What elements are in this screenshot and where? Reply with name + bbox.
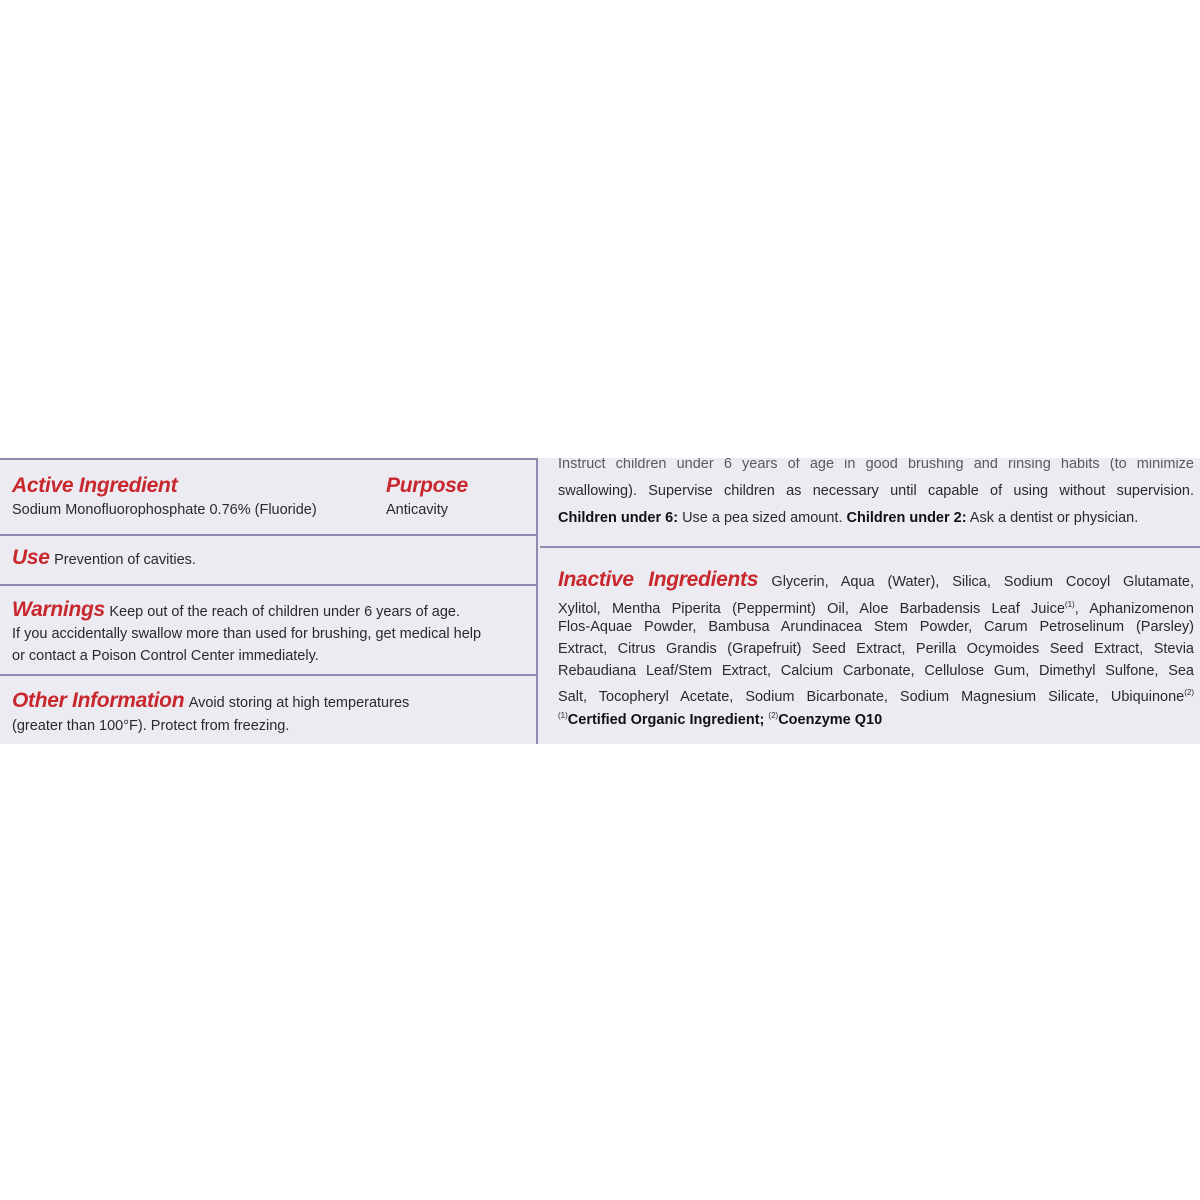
warnings-line-3: or contact a Poison Control Center immediately. <box>12 648 319 664</box>
children-under-6-label: Children under 6: <box>558 510 679 526</box>
inactive-text-6a: Salt, Tocopheryl Acetate, Sodium Bicarbonate, Sodium Magnesium Silicate, Ubiquinone <box>558 688 1185 705</box>
inactive-text-2b: , Aphanizomenon <box>1074 600 1194 617</box>
directions-line-1: Instruct children under 6 years of age in good brushing and rinsing habits (to minimize <box>558 458 1194 472</box>
divider <box>0 674 536 676</box>
inactive-ingredients-line-5: Rebaudiana Leaf/Stem Extract, Calcium Carbonate, Cellulose Gum, Dimethyl Sulfone, Sea <box>558 663 1194 679</box>
directions-line-2: swallowing). Supervise children as necessary until capable of using without supervision. <box>558 483 1194 499</box>
inactive-ingredients-line-6 <box>558 682 1194 708</box>
footnote-marker-1: (1) <box>1064 600 1075 609</box>
warnings-heading: Warnings <box>12 598 105 621</box>
inactive-ingredients-heading: Inactive Ingredients <box>558 568 759 591</box>
footnote-1-marker: (1) <box>558 711 568 720</box>
children-under-6-text: Use a pea sized amount. <box>682 510 843 526</box>
use-text: Prevention of cavities. <box>54 552 196 568</box>
other-information-line-2: (greater than 100°F). Protect from freezing. <box>12 718 290 734</box>
purpose-text: Anticavity <box>386 502 449 518</box>
footnote-marker-2: (2) <box>1184 688 1194 697</box>
other-information-heading: Other Information <box>12 689 185 712</box>
footnotes <box>558 705 882 731</box>
children-under-2-label: Children under 2: <box>846 510 967 526</box>
purpose-heading: Purpose <box>386 474 468 497</box>
left-column <box>0 458 538 744</box>
inactive-ingredients-line-1 <box>558 568 1194 593</box>
children-under-2-text: Ask a dentist or physician. <box>969 510 1139 526</box>
directions-children-line <box>558 507 1138 529</box>
warnings-section <box>12 598 460 623</box>
inactive-text-2a: Xylitol, Mentha Piperita (Peppermint) Oil, Aloe Barbadensis Leaf Juice <box>558 600 1065 617</box>
footnote-2-marker: (2) <box>768 711 779 720</box>
right-column <box>540 458 1200 744</box>
warnings-line-2: If you accidentally swallow more than used for brushing, get medical help <box>12 626 482 642</box>
footnote-1-text: Certified Organic Ingredient; <box>567 711 765 728</box>
inactive-ingredients-line-4: Extract, Citrus Grandis (Grapefruit) Seed Extract, Perilla Ocymoides Seed Extract, Stevia <box>558 641 1194 657</box>
other-information-line-1: Avoid storing at high temperatures <box>188 695 410 711</box>
inactive-ingredients-line-3: Flos-Aquae Powder, Bambusa Arundinacea Stem Powder, Carum Petroselinum (Parsley) <box>558 619 1194 635</box>
divider <box>0 534 536 536</box>
divider <box>0 584 536 586</box>
active-ingredient-text: Sodium Monofluorophosphate 0.76% (Fluoride) <box>12 502 317 518</box>
warnings-line-1: Keep out of the reach of children under 6 years of age. <box>109 604 460 620</box>
divider <box>540 546 1200 548</box>
active-ingredient-heading: Active Ingredient <box>12 474 178 497</box>
drug-facts-panel <box>0 458 1200 744</box>
use-section <box>12 546 196 571</box>
inactive-text-1: Glycerin, Aqua (Water), Silica, Sodium Cocoyl Glutamate, <box>771 574 1194 590</box>
use-heading: Use <box>12 546 50 569</box>
footnote-2-text: Coenzyme Q10 <box>778 711 883 728</box>
other-information-section <box>12 689 409 714</box>
